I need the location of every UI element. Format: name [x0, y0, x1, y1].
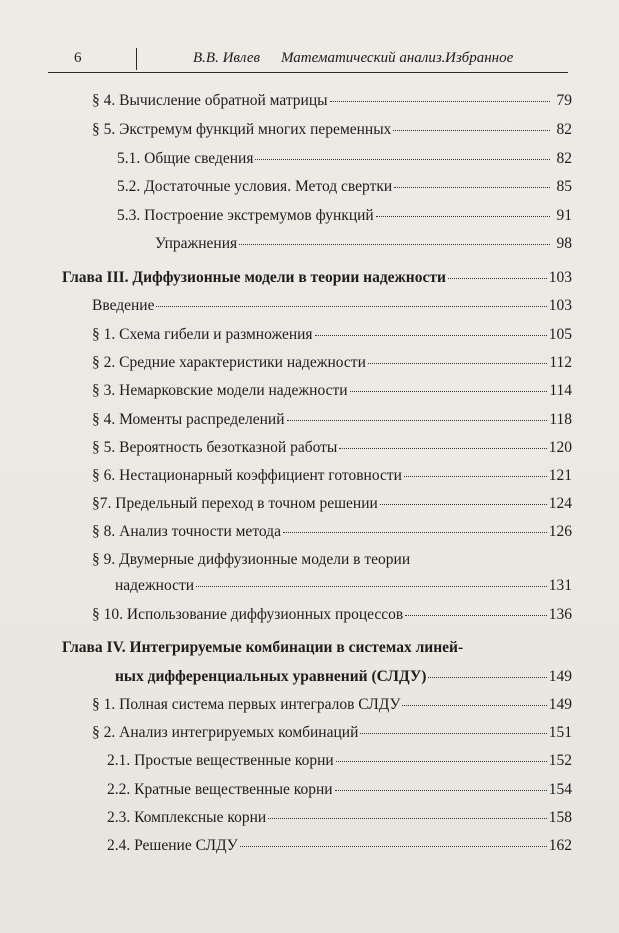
header-subtitle: Избранное: [445, 50, 514, 66]
toc-entry-title: Глава III. Диффузионные модели в теории надежности: [62, 269, 446, 286]
toc-entry-title: § 5. Экстремум функций многих переменных: [92, 121, 392, 138]
toc-chapter: [115, 667, 572, 687]
leader-dots: [336, 760, 547, 762]
toc-entry-page: 112: [549, 354, 572, 371]
toc-entry: [92, 91, 572, 111]
toc-entry: [92, 381, 572, 401]
leader-dots: [196, 585, 547, 587]
toc-entry: [117, 206, 572, 226]
leader-dots: [283, 531, 547, 533]
leader-dots: [239, 243, 550, 245]
toc-entry: [92, 494, 572, 514]
toc-entry-title: § 2. Анализ интегрируемых комбинаций: [92, 724, 359, 741]
toc-entry: [107, 751, 572, 771]
leader-dots: [360, 732, 546, 734]
header-author: В.В. Ивлев: [193, 50, 261, 66]
toc-entry-title: 2.3. Комплексные корни: [107, 809, 267, 826]
toc-entry-page: 118: [549, 411, 572, 428]
toc-entry: [117, 149, 572, 169]
toc-entry: [92, 695, 572, 715]
leader-dots: [380, 503, 547, 505]
leader-dots: [287, 419, 548, 421]
toc-entry-page: 149: [548, 696, 572, 713]
leader-dots: [156, 305, 546, 307]
leader-dots: [428, 676, 546, 678]
leader-dots: [339, 447, 546, 449]
toc-entry-title: §7. Предельный переход в точном решении: [92, 495, 378, 512]
toc-entry: [92, 605, 572, 625]
toc-entry-page: 131: [548, 577, 572, 594]
toc-entry-title: § 1. Полная система первых интегралов СЛДУ: [92, 696, 401, 713]
toc-chapter-title: Глава IV. Интегрируемые комбинации в системах линей-: [62, 639, 464, 656]
toc-entry-title: § 5. Вероятность безотказной работы: [92, 439, 338, 456]
toc-entry-title: § 4. Вычисление обратной матрицы: [92, 92, 328, 109]
leader-dots: [394, 186, 550, 188]
leader-dots: [268, 817, 547, 819]
toc-entry-title: Упражнения: [155, 235, 238, 252]
toc-entry-title: 2.4. Решение СЛДУ: [107, 837, 238, 854]
toc-entry-title: § 8. Анализ точности метода: [92, 523, 281, 540]
leader-dots: [368, 362, 547, 364]
leader-dots: [376, 215, 550, 217]
leader-dots: [448, 277, 547, 279]
toc-entry: [155, 234, 572, 254]
toc-chapter: [62, 268, 572, 288]
toc-entry: [92, 410, 572, 430]
toc-entry-page: 114: [549, 382, 572, 399]
toc-entry-page: 98: [556, 235, 572, 252]
leader-dots: [335, 789, 547, 791]
toc-entry-page: 91: [556, 207, 572, 224]
toc-entry-page: 103: [548, 297, 572, 314]
toc-entry-title: 2.2. Кратные вещественные корни: [107, 781, 333, 798]
header-title: Математический анализ.: [281, 50, 446, 66]
toc-entry: [107, 808, 572, 828]
toc-entry: [92, 723, 572, 743]
toc-entry-title: § 4. Моменты распределений: [92, 411, 285, 428]
leader-dots: [315, 334, 547, 336]
toc-entry-page: 158: [548, 809, 572, 826]
toc-entry: [92, 438, 572, 458]
toc-entry-page: 105: [548, 326, 572, 343]
leader-dots: [330, 100, 550, 102]
toc-entry-page: 85: [556, 178, 572, 195]
toc-entry-title: § 10. Использование диффузионных процессов: [92, 606, 404, 623]
leader-dots: [393, 129, 550, 131]
toc-entry-page: 136: [548, 606, 572, 623]
toc-entry-page: 82: [556, 150, 572, 167]
toc-entry-title: § 6. Нестационарный коэффициент готовности: [92, 467, 402, 484]
toc-entry-title: Введение: [92, 297, 155, 314]
leader-dots: [240, 845, 547, 847]
leader-dots: [402, 704, 546, 706]
toc-entry: [107, 780, 572, 800]
toc-entry-page: 120: [548, 439, 572, 456]
toc-entry-title: 5.2. Достаточные условия. Метод свертки: [117, 178, 393, 195]
toc-entry: [117, 177, 572, 197]
toc-entry-page: 121: [548, 467, 572, 484]
toc-entry: [92, 325, 572, 345]
leader-dots: [405, 614, 547, 616]
toc-entry-page: 82: [556, 121, 572, 138]
toc-entry-title: 5.1. Общие сведения: [117, 150, 254, 167]
toc-entry-title: надежности: [115, 577, 195, 594]
toc-entry: [92, 296, 572, 316]
leader-dots: [350, 390, 548, 392]
toc-entry-page: 152: [548, 752, 572, 769]
toc-entry-title: 2.1. Простые вещественные корни: [107, 752, 334, 769]
toc-entry-page: 154: [548, 781, 572, 798]
toc-entry-title: § 9. Двумерные диффузионные модели в теории: [92, 551, 411, 568]
leader-dots: [404, 475, 547, 477]
toc-entry: [107, 836, 572, 856]
toc-entry-page: 149: [548, 668, 572, 685]
toc-entry-title: 5.3. Построение экстремумов функций: [117, 207, 374, 224]
toc-entry-title: § 1. Схема гибели и размножения: [92, 326, 313, 343]
toc-entry: [92, 466, 572, 486]
toc-entry: [92, 522, 572, 542]
toc-entry-title: § 3. Немарковские модели надежности: [92, 382, 348, 399]
toc-entry: [115, 576, 572, 596]
toc-entry: [92, 353, 572, 373]
toc-entry-page: 151: [548, 724, 572, 741]
toc-entry-page: 103: [548, 269, 572, 286]
toc-entry: [92, 120, 572, 140]
toc-entry-page: 162: [548, 837, 572, 854]
page-number: 6: [74, 50, 82, 66]
toc-entry-page: 79: [556, 92, 572, 109]
leader-dots: [255, 158, 550, 160]
toc-entry-page: 126: [548, 523, 572, 540]
toc-entry-title: § 2. Средние характеристики надежности: [92, 354, 366, 371]
toc-entry-title: ных дифференциальных уравнений (СЛДУ): [115, 668, 427, 685]
toc-entry-page: 124: [548, 495, 572, 512]
